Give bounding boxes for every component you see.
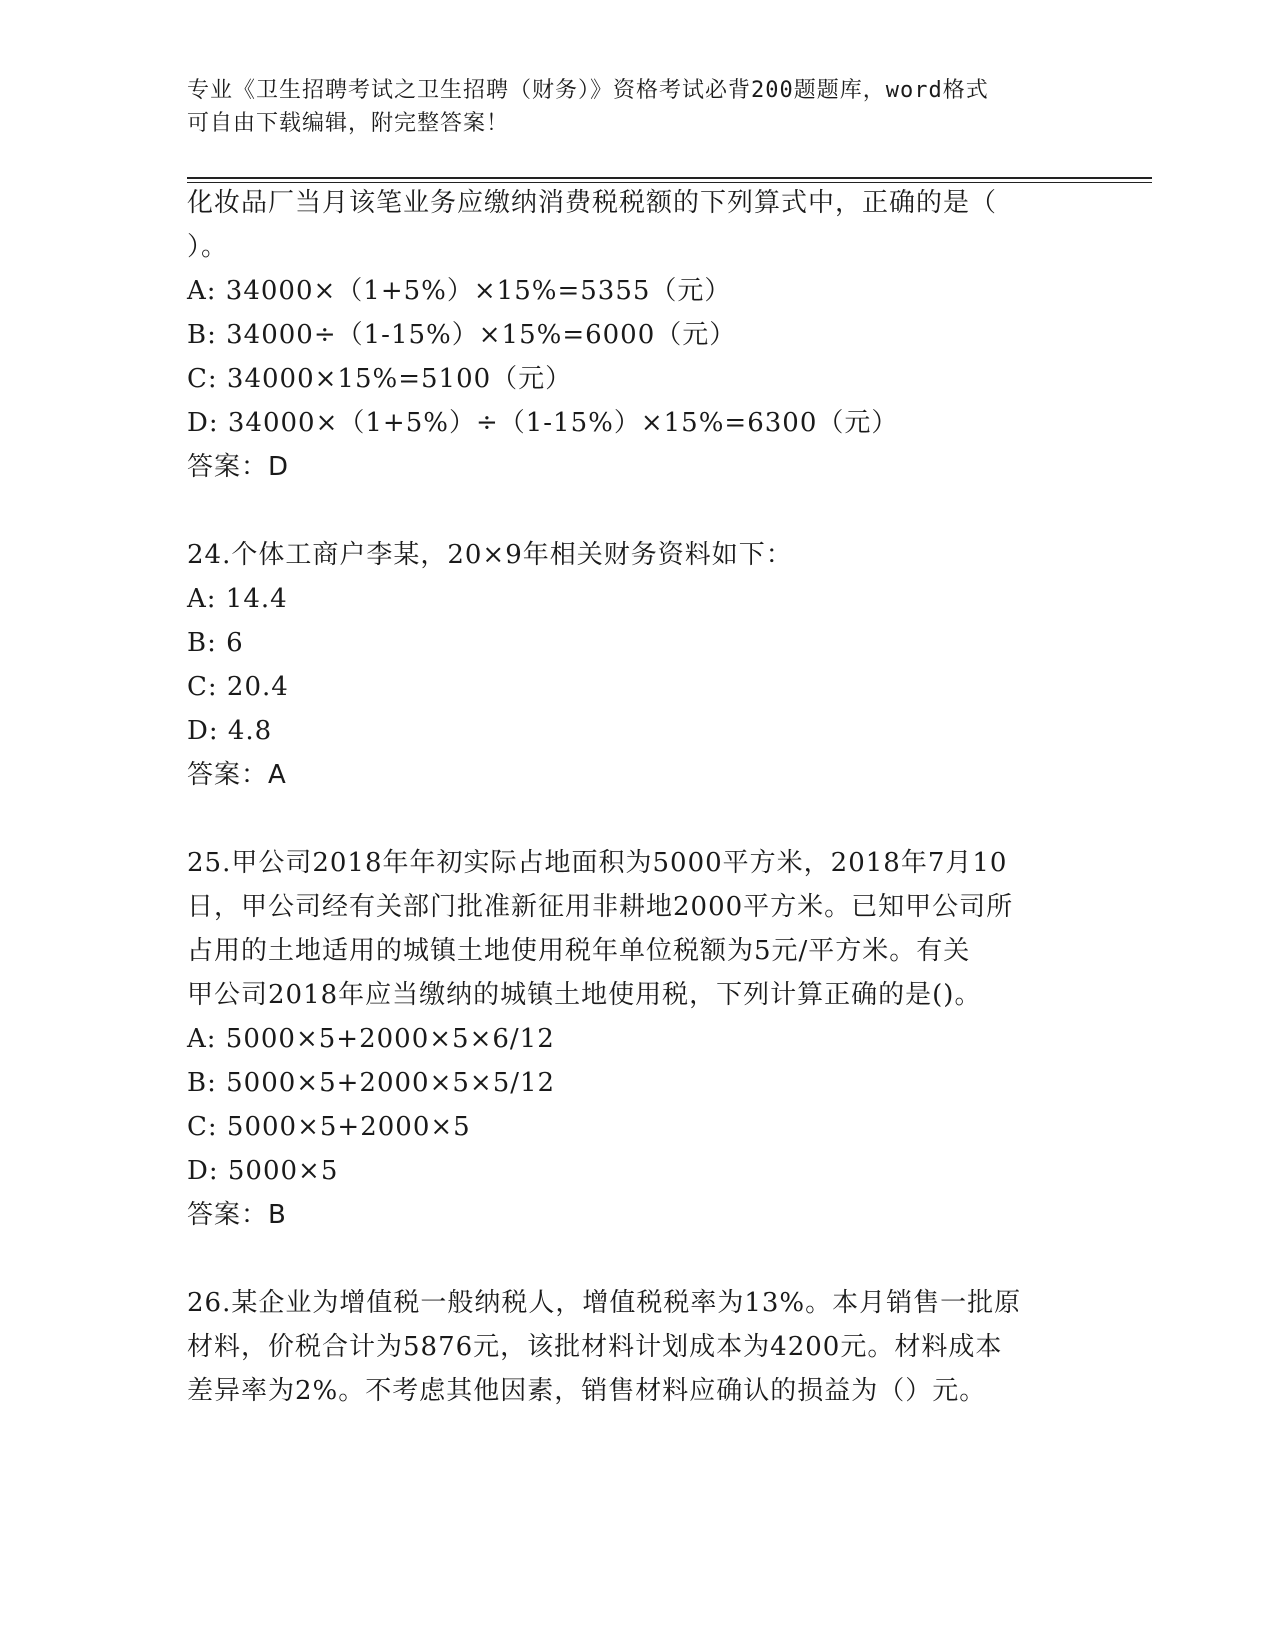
question-24-answer: 答案：A xyxy=(187,760,287,790)
document-header xyxy=(187,74,1067,140)
question-25-stem-line-4: 甲公司2018年应当缴纳的城镇土地使用税，下列计算正确的是()。 xyxy=(187,980,982,1010)
question-25-option-c: C: 5000×5+2000×5 xyxy=(187,1112,471,1142)
question-24-option-b: B: 6 xyxy=(187,628,244,658)
question-24-option-a: A: 14.4 xyxy=(187,584,288,614)
question-23-option-b: B: 34000÷（1-15%）×15%=6000（元） xyxy=(187,320,737,350)
header-line-1: 专业《卫生招聘考试之卫生招聘（财务）》资格考试必背200题题库，word格式 xyxy=(187,78,989,103)
question-24-option-c: C: 20.4 xyxy=(187,672,289,702)
question-26-stem-line-3: 差异率为2%。不考虑其他因素，销售材料应确认的损益为（）元。 xyxy=(187,1376,987,1406)
question-23-option-a: A: 34000×（1+5%）×15%=5355（元） xyxy=(187,276,732,306)
header-divider-thick xyxy=(187,177,1152,179)
header-line-2: 可自由下载编辑，附完整答案！ xyxy=(187,111,510,136)
question-24-stem-line-1: 24.个体工商户李某，20×9年相关财务资料如下： xyxy=(187,540,793,570)
question-25-option-a: A: 5000×5+2000×5×6/12 xyxy=(187,1024,555,1054)
question-25-option-b: B: 5000×5+2000×5×5/12 xyxy=(187,1068,556,1098)
question-26-stem-line-2: 材料，价税合计为5876元，该批材料计划成本为4200元。材料成本 xyxy=(187,1332,1003,1362)
question-25-answer: 答案：B xyxy=(187,1200,287,1230)
question-24-option-d: D: 4.8 xyxy=(187,716,273,746)
question-23-stem-line-1: 化妆品厂当月该笔业务应缴纳消费税税额的下列算式中，正确的是（ xyxy=(187,188,998,218)
question-25-stem-line-1: 25.甲公司2018年年初实际占地面积为5000平方米，2018年7月10 xyxy=(187,848,1008,878)
question-25-stem-line-2: 日，甲公司经有关部门批准新征用非耕地2000平方米。已知甲公司所 xyxy=(187,892,1014,922)
question-23-answer: 答案：D xyxy=(187,452,290,482)
question-23-option-c: C: 34000×15%=5100（元） xyxy=(187,364,573,394)
question-25-option-d: D: 5000×5 xyxy=(187,1156,339,1186)
question-26-stem-line-1: 26.某企业为增值税一般纳税人，增值税税率为13%。本月销售一批原 xyxy=(187,1288,1022,1318)
question-23-option-d: D: 34000×（1+5%）÷（1-15%）×15%=6300（元） xyxy=(187,408,899,438)
header-divider-thin xyxy=(187,182,1152,183)
question-25-stem-line-3: 占用的土地适用的城镇土地使用税年单位税额为5元/平方米。有关 xyxy=(187,936,971,966)
question-23-stem-line-2: ）。 xyxy=(187,232,229,262)
